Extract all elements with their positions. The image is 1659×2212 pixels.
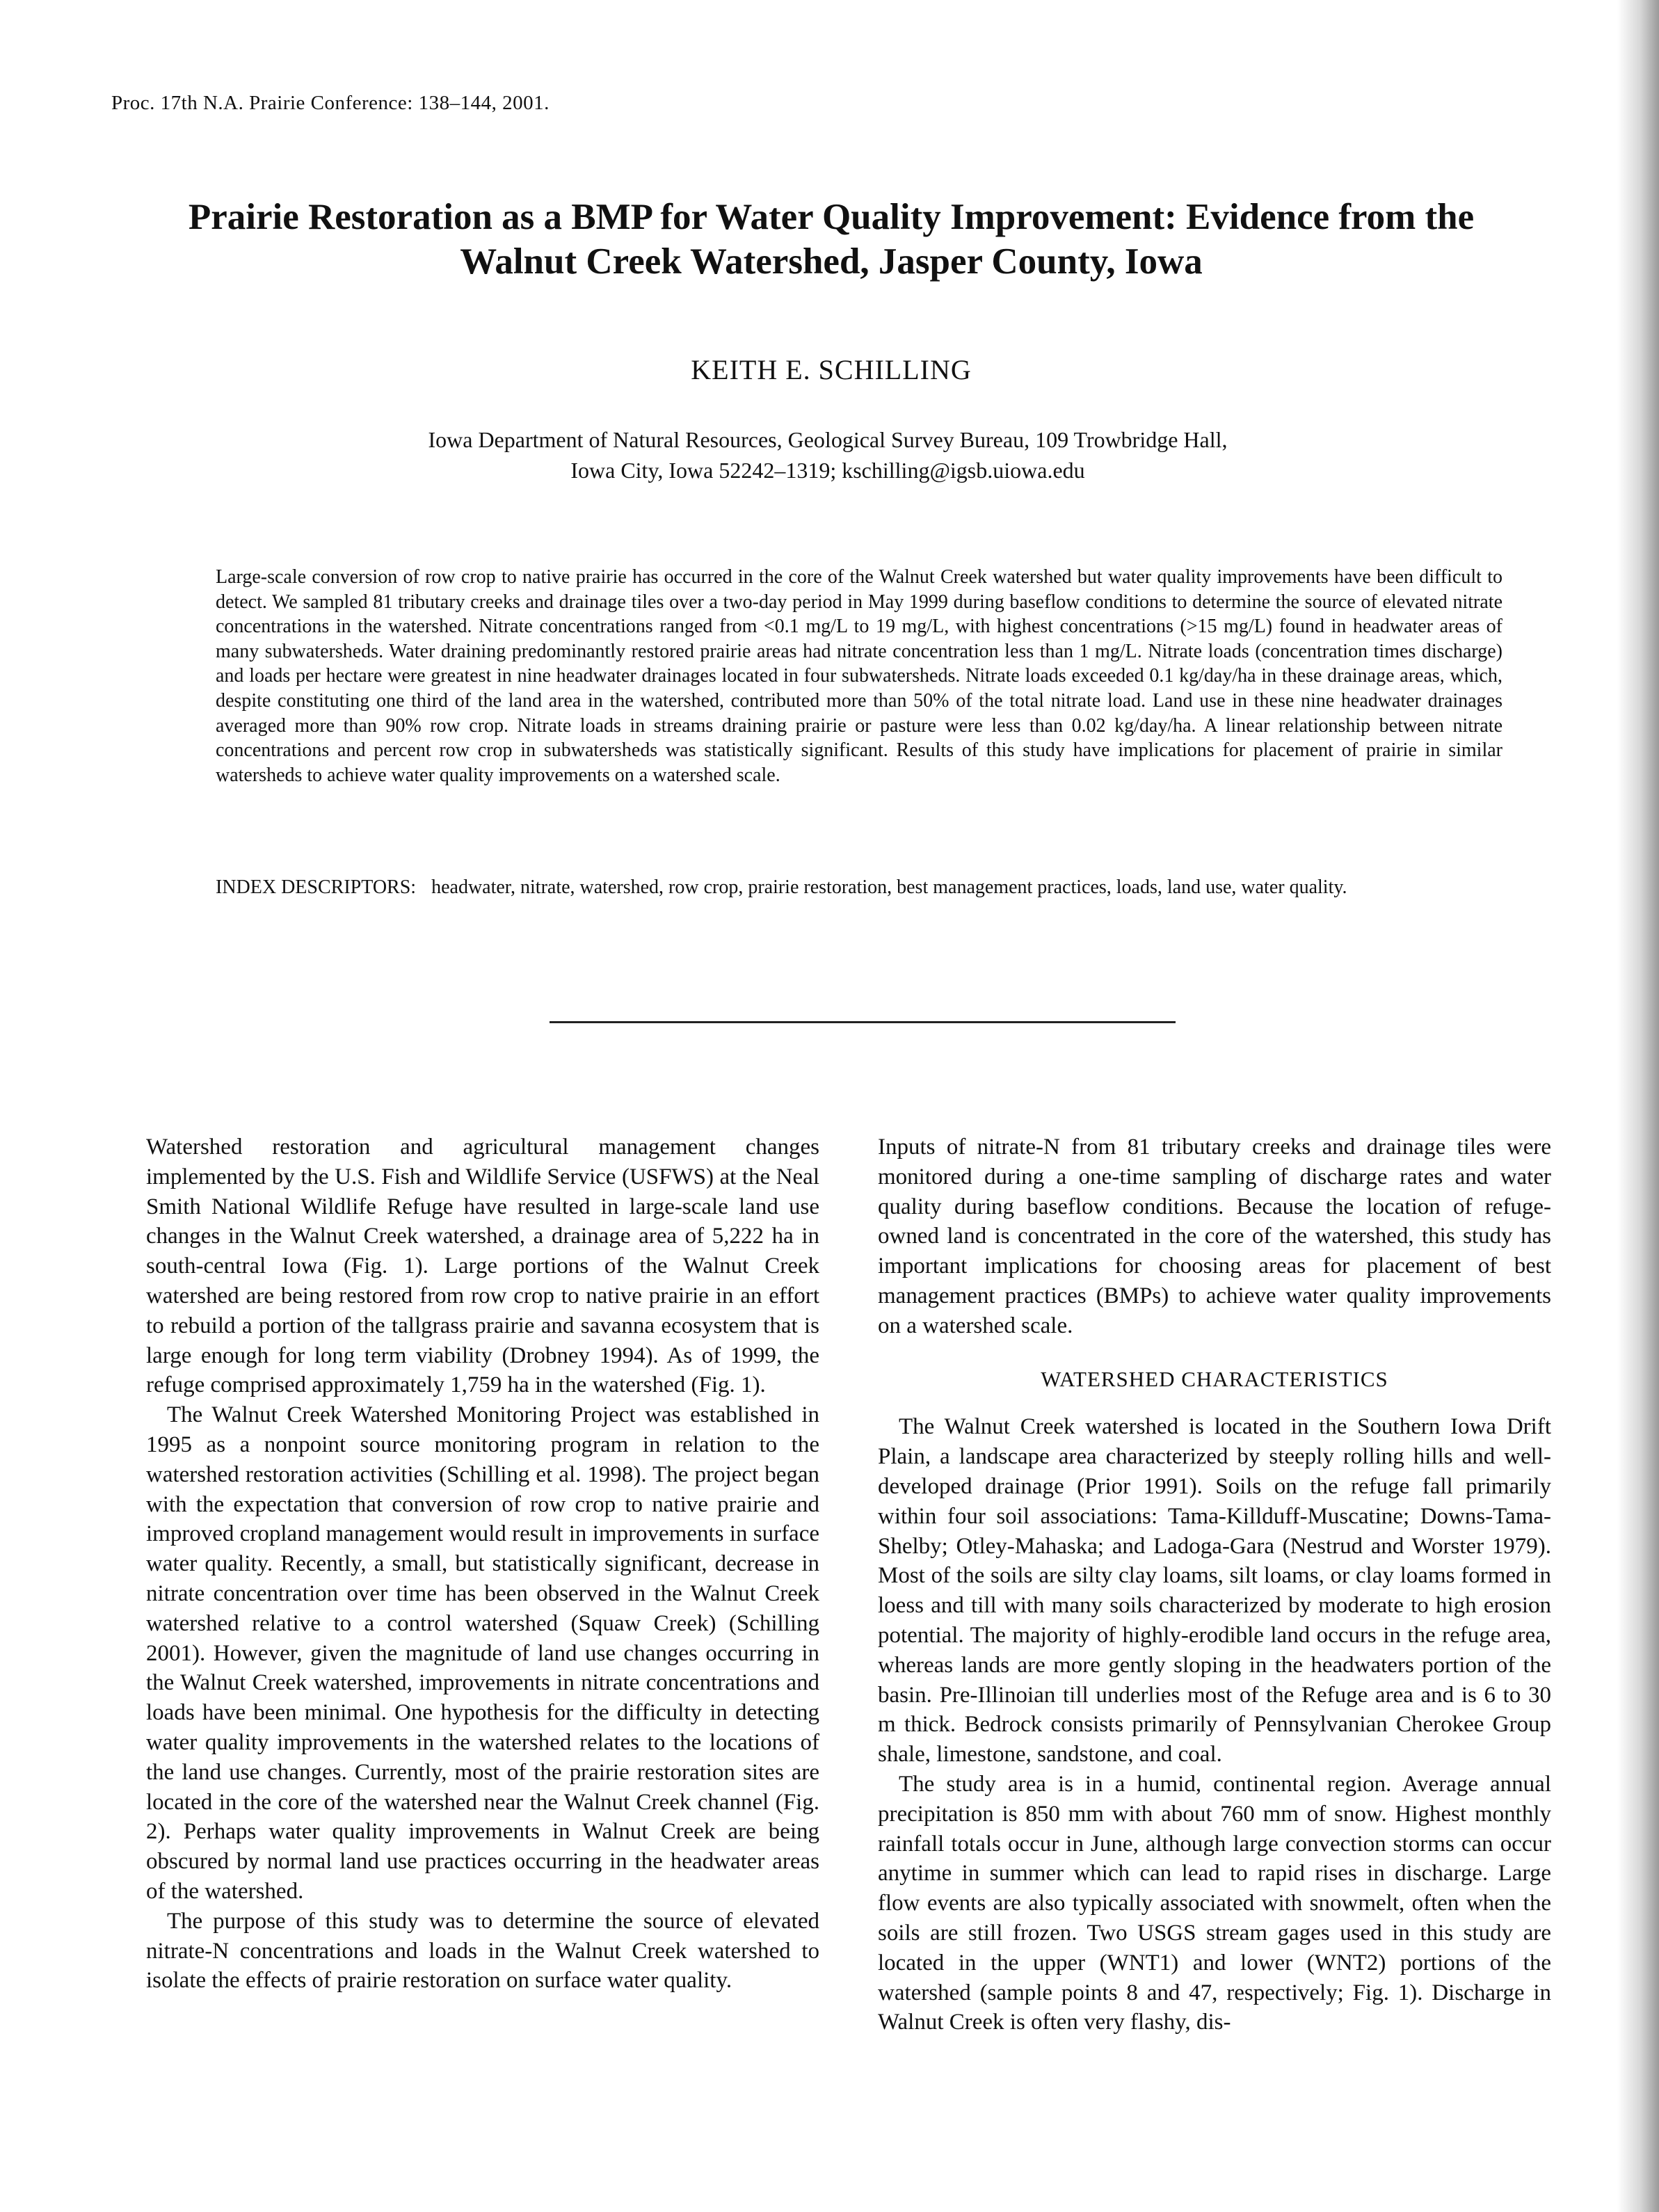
body-paragraph: The Walnut Creek watershed is located in the Southern Iowa Drift Plain, a landscape area characterized by steeply rolling hills and well-developed drainage (Prior 1991). Soils on the refuge fall primarily within four soil associations: Tama-Killduff-Muscatine; Downs-Tama-Shelby; Otley-Mahaska; and Ladoga-Gara (Nestrud and Worster 1979). Most of the soils are silty clay loams, silt loams, or clay loams formed in loess and till with many soils characterized by moderate to high erosion potential. The majority of highly-erodible land occurs in the refuge area, whereas lands are more gently sloping in the headwaters portion of the basin. Pre-Illinoian till underlies most of the Refuge area and is 6 to 30 m thick. Bedrock consists primarily of Pennsylvanian Cherokee Group shale, limestone, sandstone, and coal. xyxy=(878,1414,1551,1768)
affiliation-line-2: Iowa City, Iowa 52242–1319; kschilling@igsb.uiowa.edu xyxy=(570,458,1085,483)
body-paragraph: The purpose of this study was to determine the source of elevated nitrate-N concentrations and loads in the Walnut Creek watershed to isolate the effects of prairie restoration on surface water quality. xyxy=(146,1908,819,1994)
paper-title xyxy=(97,195,1565,284)
title-line-1: Prairie Restoration as a BMP for Water Quality Improvement: Evidence from the xyxy=(188,197,1475,237)
body-paragraph: Inputs of nitrate-N from 81 tributary creeks and drainage tiles were monitored during a one-time sampling of discharge rates and water quality during baseflow conditions. Because the location of refuge-owned land is concentrated in the core of the watershed, this study has important implications for choosing areas for placement of best management practices (BMPs) to achieve water quality improvements on a watershed scale. xyxy=(878,1135,1551,1338)
title-line-2: Walnut Creek Watershed, Jasper County, Iowa xyxy=(460,241,1203,282)
left-column xyxy=(146,1132,819,1996)
section-divider xyxy=(550,1021,1176,1023)
section-heading: WATERSHED CHARACTERISTICS xyxy=(1041,1366,1388,1391)
scan-page-edge xyxy=(1617,0,1659,2212)
author-affiliation xyxy=(376,424,1280,486)
right-column xyxy=(878,1132,1551,2037)
abstract: Large-scale conversion of row crop to native prairie has occurred in the core of the Walnut Creek watershed but water quality improvements have been difficult to detect. We sampled 81 tributary creeks and drainage tiles over a two-day period in May 1999 during baseflow conditions to determine the source of elevated nitrate concentrations in the watershed. Nitrate concentrations ranged from <0.1 mg/L to 19 mg/L, with highest concentrations (>15 mg/L) found in headwater areas of many subwatersheds. Water draining predominantly restored prairie areas had nitrate concentration less than 1 mg/L. Nitrate loads (concentration times discharge) and loads per hectare were greatest in nine headwater drainages located in four subwatersheds. Nitrate loads exceeded 0.1 kg/day/ha in these drainage areas, which, despite constituting one third of the land area in the watershed, contributed more than 50% of the total nitrate load. Land use in these nine headwater drainages averaged more than 90% row crop. Nitrate loads in streams draining prairie or pasture were less than 0.02 kg/day/ha. A linear relationship between nitrate concentrations and percent row crop in subwatersheds was statistically significant. Results of this study have implications for placement of prairie in similar watersheds to achieve water quality improvements on a watershed scale. xyxy=(216,566,1502,786)
body-paragraph: The study area is in a humid, continental region. Average annual precipitation is 850 mm with about 760 mm of snow. Highest monthly rainfall totals occur in June, although large convection storms can occur anytime in summer which can lead to rapid rises in discharge. Large flow events are also typically associated with snowmelt, often when the soils are still frozen. Two USGS stream gages used in this study are located in the upper (WNT1) and lower (WNT2) portions of the watershed (sample points 8 and 47, respectively; Fig. 1). Discharge in Walnut Creek is often very flashy, dis- xyxy=(878,1771,1551,2035)
affiliation-line-1: Iowa Department of Natural Resources, Geological Survey Bureau, 109 Trowbridge Hall, xyxy=(428,427,1228,452)
index-descriptors-label: INDEX DESCRIPTORS: xyxy=(216,876,417,898)
citation-header: Proc. 17th N.A. Prairie Conference: 138–144, 2001. xyxy=(111,92,550,114)
body-paragraph: Watershed restoration and agricultural management changes implemented by the U.S. Fish and Wildlife Service (USFWS) at the Neal Smith National Wildlife Refuge have resulted in large-scale land use changes in the Walnut Creek watershed, a drainage area of 5,222 ha in south-central Iowa (Fig. 1). Large portions of the Walnut Creek watershed are being restored from row crop to native prairie in an effort to rebuild a portion of the tallgrass prairie and savanna ecosystem that is large enough for long term viability (Drobney 1994). As of 1999, the refuge comprised approximately 1,759 ha in the watershed (Fig. 1). xyxy=(146,1135,819,1398)
index-descriptors-terms: headwater, nitrate, watershed, row crop, prairie restoration, best management practices, loads, land use, water quality. xyxy=(431,876,1347,898)
author-name: KEITH E. SCHILLING xyxy=(691,354,972,385)
index-descriptors xyxy=(216,875,1502,900)
body-paragraph: The Walnut Creek Watershed Monitoring Project was established in 1995 as a nonpoint source monitoring program in relation to the watershed restoration activities (Schilling et al. 1998). The project began with the expectation that conversion of row crop to native prairie and improved cropland management would result in improvements in surface water quality. Recently, a small, but statistically significant, decrease in nitrate concentration over time has been observed in the Walnut Creek watershed relative to a control watershed (Squaw Creek) (Schilling 2001). However, given the magnitude of land use changes occurring in the Walnut Creek watershed, improvements in nitrate concentrations and loads have been minimal. One hypothesis for the difficulty in detecting water quality improvements in the watershed relates to the locations of the land use changes. Currently, most of the prairie restoration sites are located in the core of the watershed near the Walnut Creek channel (Fig. 2). Perhaps water quality improvements in Walnut Creek are being obscured by normal land use practices occurring in the headwater areas of the watershed. xyxy=(146,1402,819,1904)
